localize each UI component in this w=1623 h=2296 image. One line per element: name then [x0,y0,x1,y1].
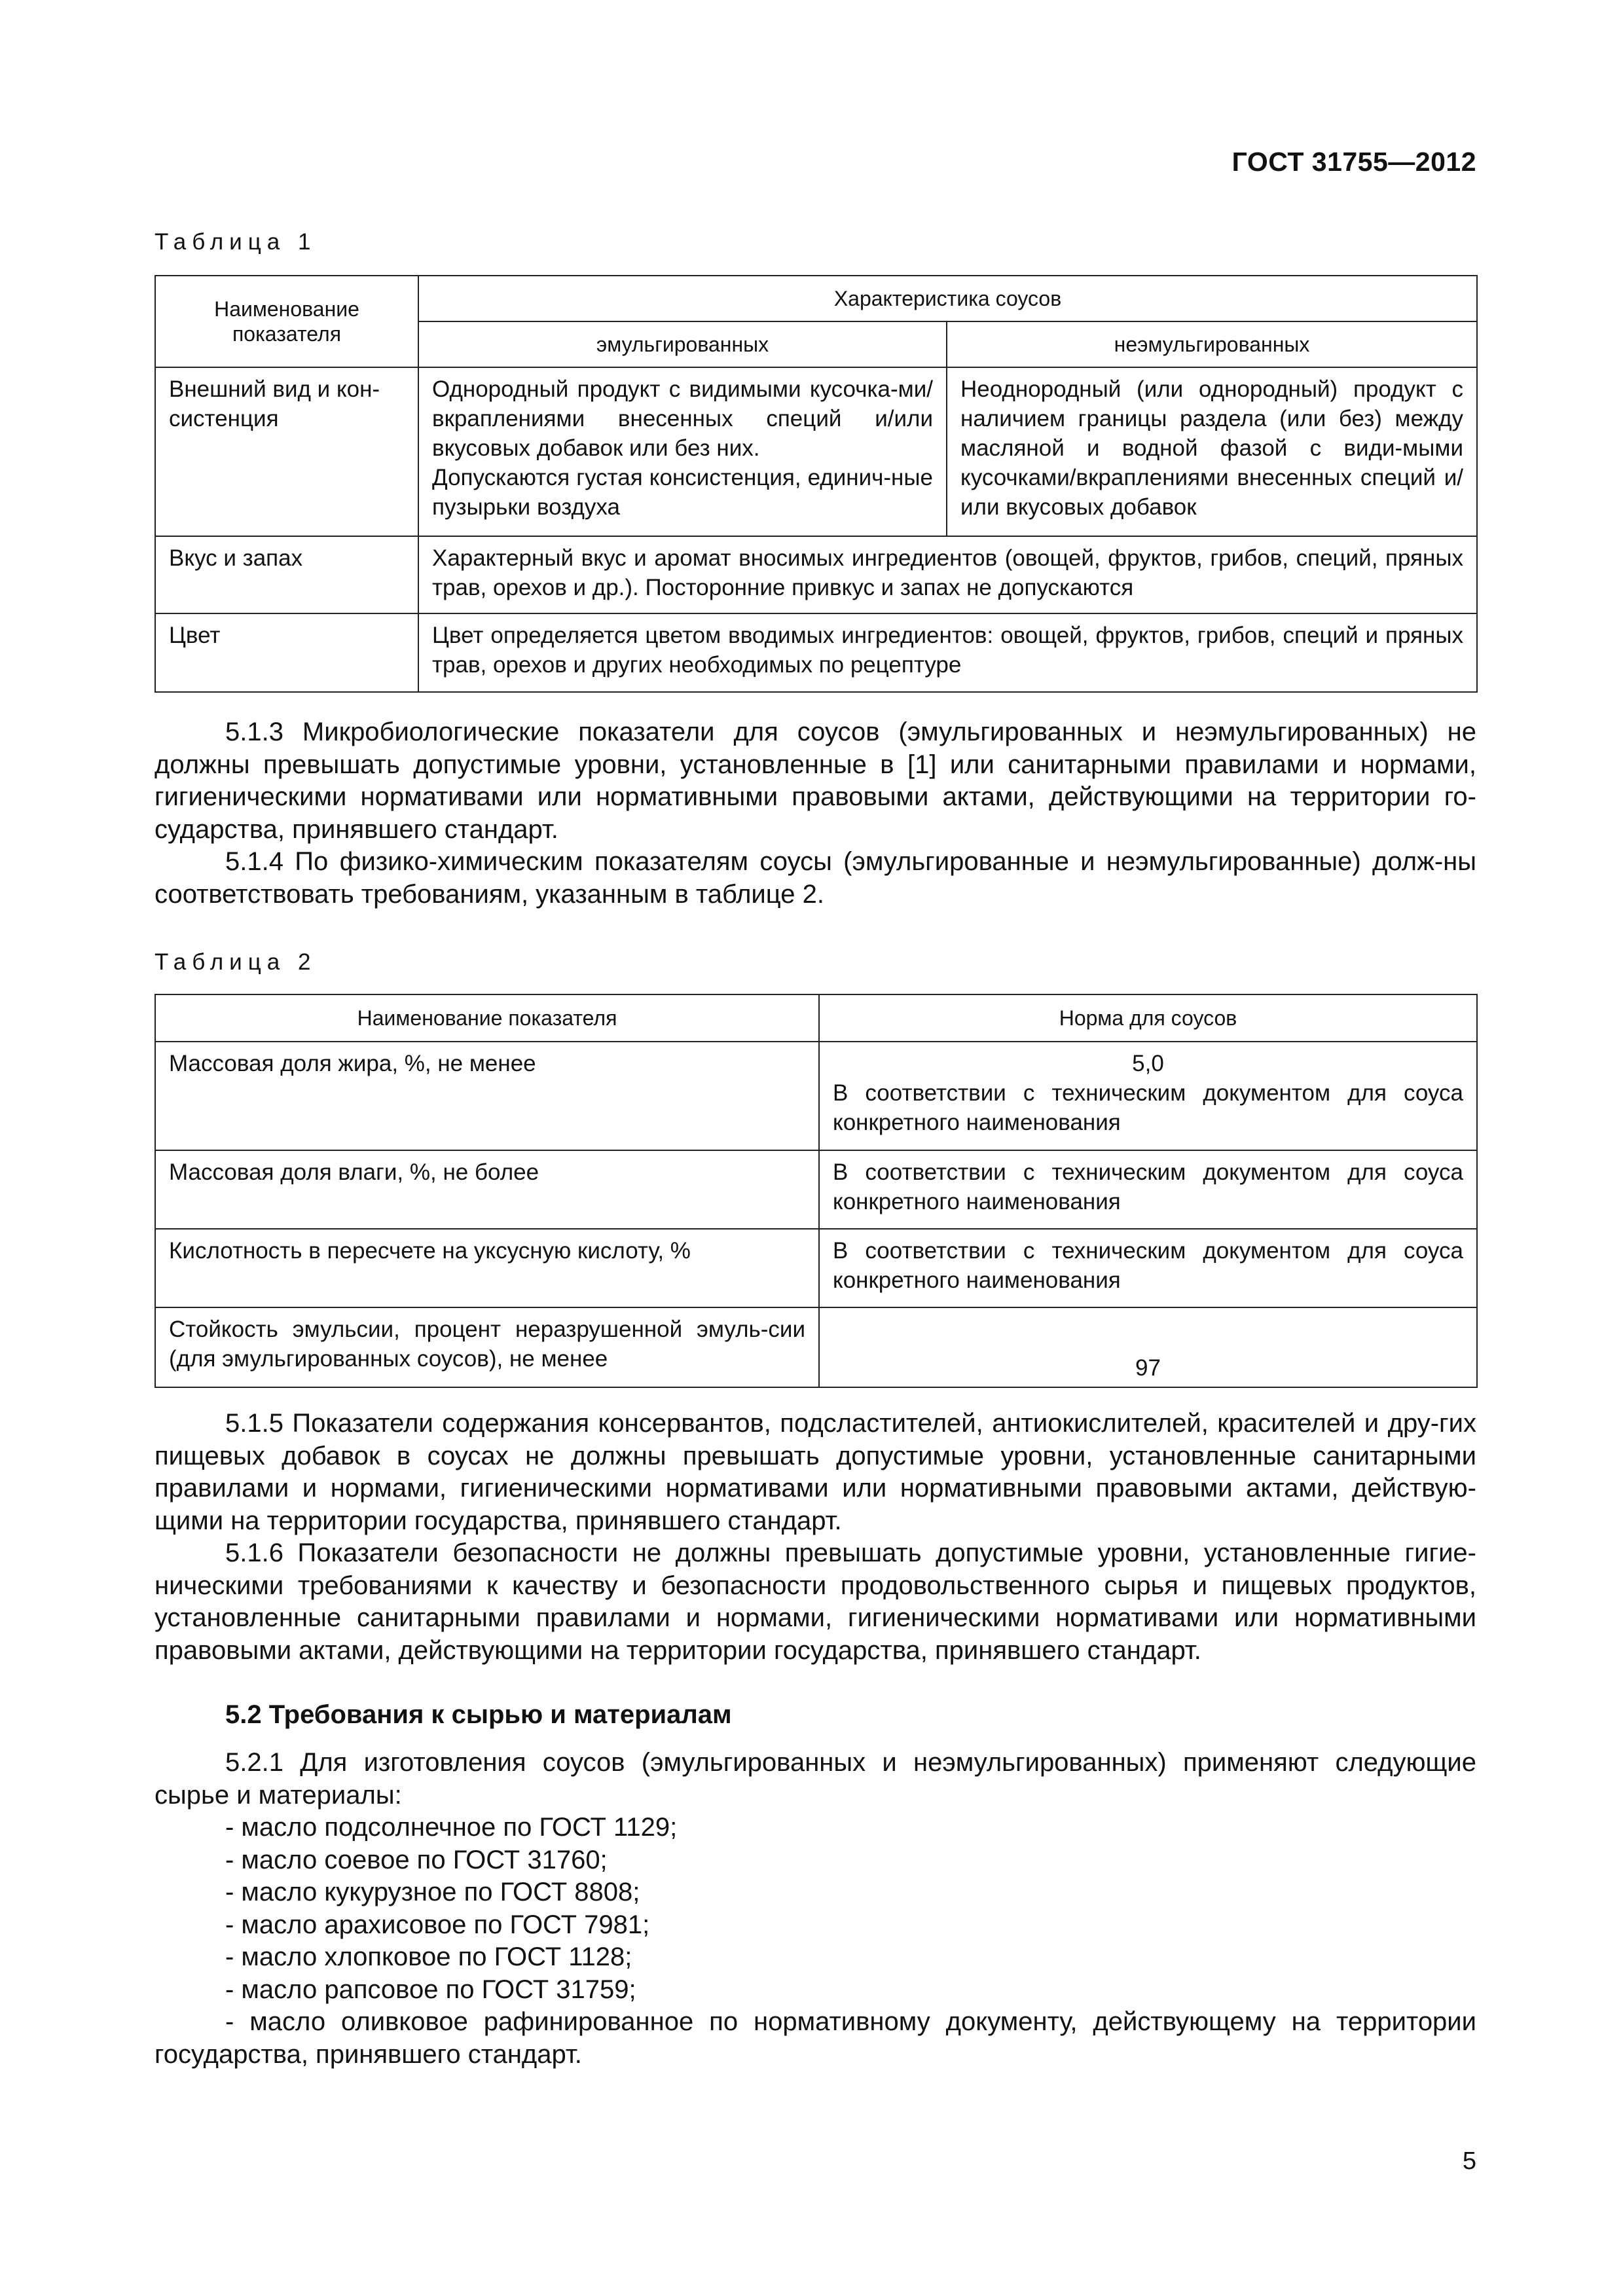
table-row [155,1229,1477,1307]
norm-text: В соответствии с техническим документом для соуса конкретного наименования [833,1080,1463,1135]
table-row [155,536,1477,613]
table-2-header-norm: Норма для соусов [819,994,1477,1042]
row-norm: В соответствии с техническим документом для соуса конкретного наименования [819,1229,1477,1307]
table-1 [155,275,1478,693]
row-name: Вкус и запах [155,536,418,613]
row-nonemulsified: Неоднородный (или однородный) продукт с наличием границы раздела (или без) между масляной и водной фазой с види-мыми кусочками/вкраплениями внесенных специй и/или вкусовых добавок [947,367,1477,536]
emulsified-text-1: Однородный продукт с видимыми кусочка-ми/вкраплениями внесенных специй и/или вкусовых добавок или без них. [432,376,933,461]
standard-code: ГОСТ 31755—2012 [1231,147,1476,177]
paragraph-5-1-5: 5.1.5 Показатели содержания консервантов, подсластителей, антиокислителей, красителей и дру-гих пищевых добавок в соусах не должны превышать допустимые уровни, установленные санитарными правилами и нормами, гигиеническими нормативами или нормативными правовыми актами, действую-щими на территории государства, принявшего стандарт. [155,1409,1476,1535]
row-norm: В соответствии с техническим документом для соуса конкретного наименования [819,1150,1477,1229]
table-row [155,367,1477,536]
row-name: Внешний вид и кон-систенция [155,367,418,536]
paragraph-5-1-3: 5.1.3 Микробиологические показатели для соусов (эмульгированных и неэмульгированных) не должны превышать допустимые уровни, установленные в [1] или санитарными правилами и нормами, гигиеническими нормативами или нормативными правовыми актами, действующими на территории го-сударства, принявшего стандарт. [155,718,1476,844]
table-1-header-name: Наименование показателя [155,276,418,367]
paragraph-block-2 [155,1408,1476,1667]
row-name: Цвет [155,613,418,692]
section-5-2-title: 5.2 Требования к сырью и материалам [225,1700,732,1729]
list-item-last: - масло оливковое рафинированное по нормативному документу, действующему на территории государства, принявшего стандарт. [155,2007,1476,2069]
row-value: Цвет определяется цветом вводимых ингредиентов: овощей, фруктов, грибов, специй и пряных трав, орехов и других необходимых по рецептуре [418,613,1477,692]
row-value: Характерный вкус и аромат вносимых ингредиентов (овощей, фруктов, грибов, специй, пряных трав, орехов и др.). Посторонние привкус и запах не допускаются [418,536,1477,613]
list-item: - масло хлопковое по ГОСТ 1128; [225,1942,632,1971]
table-row [155,1307,1477,1387]
paragraph-5-1-4: 5.1.4 По физико-химическим показателям соусы (эмульгированные и неэмульгированные) долж-ны соответствовать требованиям, указанным в таблице 2. [155,847,1476,909]
table-row [155,613,1477,692]
row-name: Стойкость эмульсии, процент неразрушенной эмуль-сии (для эмульгированных соусов), не менее [155,1307,819,1387]
list-item: - масло арахисовое по ГОСТ 7981; [225,1910,650,1939]
row-name: Массовая доля жира, %, не менее [155,1042,819,1150]
norm-value: 5,0 [1132,1051,1164,1076]
row-norm: 97 [819,1307,1477,1387]
table-1-header-group: Характеристика соусов [418,276,1477,321]
paragraph-5-2-1: 5.2.1 Для изготовления соусов (эмульгированных и неэмульгированных) применяют следующие сырье и материалы: [155,1748,1476,1810]
table-1-caption: Таблица 1 [155,229,317,255]
table-2-caption: Таблица 2 [155,949,317,975]
row-emulsified [418,367,947,536]
table-2-header-name: Наименование показателя [155,994,819,1042]
table-row [155,1042,1477,1150]
table-1-header-nonemulsified: неэмульгированных [947,321,1477,367]
row-norm [819,1042,1477,1150]
list-item: - масло подсолнечное по ГОСТ 1129; [225,1813,678,1842]
emulsified-text-2: Допускаются густая консистенция, единич-ные пузырьки воздуха [432,465,933,520]
row-name: Кислотность в пересчете на уксусную кислоту, % [155,1229,819,1307]
paragraph-5-1-6: 5.1.6 Показатели безопасности не должны превышать допустимые уровни, установленные гигие-ническими требованиями к качеству и безопасности продовольственного сырья и пищевых продуктов, установленные санитарными правилами и нормами, гигиеническими нормативами или нормативными правовыми актами, действующими на территории государства, принявшего стандарт. [155,1539,1476,1665]
paragraph-block-3 [155,1747,1476,2071]
list-item: - масло кукурузное по ГОСТ 8808; [225,1878,640,1906]
paragraph-block-1 [155,716,1476,911]
list-item: - масло рапсовое по ГОСТ 31759; [225,1975,636,2004]
row-name: Массовая доля влаги, %, не более [155,1150,819,1229]
table-row [155,1150,1477,1229]
list-item: - масло соевое по ГОСТ 31760; [225,1845,608,1874]
page-number: 5 [1462,2147,1476,2175]
table-2 [155,994,1478,1388]
table-1-header-emulsified: эмульгированных [418,321,947,367]
